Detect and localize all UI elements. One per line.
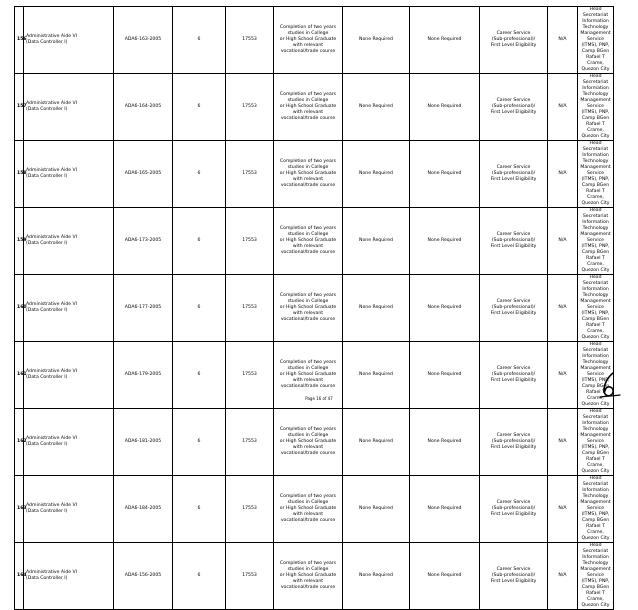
- education-line: or High School Graduate: [279, 372, 337, 377]
- position-title-cell: [24, 476, 114, 543]
- monthly-salary-cell: 17553: [226, 275, 274, 342]
- position-title-cell: [24, 7, 114, 74]
- position-title-line: (Data Controller I): [26, 40, 68, 45]
- place-of-assignment-line: Information Technology Management: [580, 287, 611, 304]
- salary-grade-cell: 6: [173, 342, 226, 409]
- place-of-assignment-line: Rafael T Crame, Quezon City: [581, 122, 610, 139]
- monthly-salary-cell: 17553: [226, 141, 274, 208]
- education-line: with relevant: [292, 43, 324, 48]
- row-number-cell: 157: [15, 74, 24, 141]
- place-of-assignment-line: Information Technology Management: [580, 488, 611, 505]
- position-title-line: (Data Controller I): [26, 241, 68, 246]
- education-line: Completion of two years: [279, 561, 337, 566]
- place-of-assignment-line: Head Secretariat: [582, 141, 609, 152]
- education-cell: [274, 476, 343, 543]
- place-of-assignment-line: Rafael T Crame, Quezon City: [581, 323, 610, 340]
- education-line: studies in College: [287, 366, 329, 371]
- eligibility-line: Career Service: [496, 433, 531, 438]
- place-of-assignment-line: Service (ITMS), PNP, Camp BGen: [581, 37, 610, 54]
- position-title-line: (Data Controller I): [26, 509, 68, 514]
- competency-cell: N/A: [548, 543, 578, 610]
- salary-grade-cell: 6: [173, 476, 226, 543]
- eligibility-line: First Level Eligibility: [490, 177, 537, 182]
- place-of-assignment-line: Head Secretariat: [582, 476, 609, 487]
- education-cell: [274, 208, 343, 275]
- position-title-line: Administrative Aide VI: [26, 101, 78, 106]
- competency-cell: N/A: [548, 275, 578, 342]
- experience-cell: None Required: [410, 543, 480, 610]
- eligibility-line: (Sub-professional)/: [491, 305, 536, 310]
- training-cell: None Required: [343, 208, 410, 275]
- education-line: or High School Graduate: [279, 171, 337, 176]
- eligibility-line: (Sub-professional)/: [491, 439, 536, 444]
- place-of-assignment-line: Head Secretariat: [582, 208, 609, 219]
- eligibility-line: (Sub-professional)/: [491, 37, 536, 42]
- education-line: studies in College: [287, 500, 329, 505]
- position-title-cell: [24, 543, 114, 610]
- place-of-assignment-cell: [578, 74, 614, 141]
- education-line: or High School Graduate: [279, 104, 337, 109]
- eligibility-line: Career Service: [496, 500, 531, 505]
- eligibility-line: First Level Eligibility: [490, 110, 537, 115]
- eligibility-line: (Sub-professional)/: [491, 573, 536, 578]
- education-cell: [274, 74, 343, 141]
- eligibility-cell: [480, 7, 548, 74]
- eligibility-cell: [480, 476, 548, 543]
- education-line: Completion of two years: [279, 427, 337, 432]
- position-title-line: Administrative Aide VI: [26, 302, 78, 307]
- education-line: studies in College: [287, 31, 329, 36]
- row-number-cell: 161: [15, 342, 24, 409]
- place-of-assignment-cell: [578, 275, 614, 342]
- eligibility-line: Career Service: [496, 567, 531, 572]
- position-title-cell: [24, 275, 114, 342]
- position-title-line: Administrative Aide VI: [26, 570, 78, 575]
- education-line: vocational/trade course: [280, 518, 336, 523]
- place-of-assignment-line: Information Technology Management: [580, 421, 611, 438]
- monthly-salary-cell: 17553: [226, 476, 274, 543]
- education-line: vocational/trade course: [280, 317, 336, 322]
- place-of-assignment-line: Head Secretariat: [582, 74, 609, 85]
- monthly-salary-cell: 17553: [226, 342, 274, 409]
- eligibility-line: First Level Eligibility: [490, 512, 537, 517]
- education-line: with relevant: [292, 244, 324, 249]
- experience-cell: None Required: [410, 476, 480, 543]
- education-line: Completion of two years: [279, 226, 337, 231]
- place-of-assignment-cell: [578, 141, 614, 208]
- eligibility-line: (Sub-professional)/: [491, 372, 536, 377]
- education-line: with relevant: [292, 110, 324, 115]
- eligibility-line: Career Service: [496, 31, 531, 36]
- training-cell: None Required: [343, 342, 410, 409]
- place-of-assignment-line: Service (ITMS), PNP, Camp BGen: [581, 305, 610, 322]
- education-cell: [274, 275, 343, 342]
- education-line: vocational/trade course: [280, 585, 336, 590]
- table-row: [15, 409, 614, 476]
- education-line: studies in College: [287, 165, 329, 170]
- salary-grade-cell: 6: [173, 141, 226, 208]
- table-row: [15, 543, 614, 610]
- salary-grade-cell: 6: [173, 409, 226, 476]
- training-cell: None Required: [343, 141, 410, 208]
- row-number-cell: 159: [15, 208, 24, 275]
- education-line: with relevant: [292, 378, 324, 383]
- position-title-line: Administrative Aide VI: [26, 235, 78, 240]
- salary-grade-cell: 6: [173, 275, 226, 342]
- monthly-salary-cell: 17553: [226, 208, 274, 275]
- eligibility-line: First Level Eligibility: [490, 378, 537, 383]
- place-of-assignment-line: Information Technology Management: [580, 19, 611, 36]
- eligibility-line: (Sub-professional)/: [491, 171, 536, 176]
- place-of-assignment-cell: [578, 476, 614, 543]
- item-number-cell: ADA6-164-2005: [114, 74, 173, 141]
- position-title-line: Administrative Aide VI: [26, 436, 78, 441]
- place-of-assignment-line: Service (ITMS), PNP, Camp BGen: [581, 439, 610, 456]
- table-row: [15, 275, 614, 342]
- place-of-assignment-line: Service (ITMS), PNP, Camp BGen: [581, 171, 610, 188]
- education-line: studies in College: [287, 433, 329, 438]
- education-line: or High School Graduate: [279, 439, 337, 444]
- education-line: vocational/trade course: [280, 451, 336, 456]
- position-title-line: Administrative Aide VI: [26, 34, 78, 39]
- item-number-cell: ADA6-177-2005: [114, 275, 173, 342]
- table-body: [15, 7, 614, 610]
- table-row: [15, 7, 614, 74]
- salary-grade-cell: 6: [173, 7, 226, 74]
- education-line: studies in College: [287, 567, 329, 572]
- item-number-cell: ADA6-179-2005: [114, 342, 173, 409]
- eligibility-line: (Sub-professional)/: [491, 104, 536, 109]
- education-cell: [274, 543, 343, 610]
- education-line: with relevant: [292, 512, 324, 517]
- position-title-cell: [24, 141, 114, 208]
- training-cell: None Required: [343, 74, 410, 141]
- table-row: [15, 476, 614, 543]
- training-cell: None Required: [343, 275, 410, 342]
- education-line: vocational/trade course: [280, 384, 336, 389]
- monthly-salary-cell: 17553: [226, 409, 274, 476]
- plantilla-table: [14, 6, 614, 610]
- experience-cell: None Required: [410, 275, 480, 342]
- eligibility-line: Career Service: [496, 299, 531, 304]
- eligibility-cell: [480, 74, 548, 141]
- experience-cell: None Required: [410, 342, 480, 409]
- experience-cell: None Required: [410, 409, 480, 476]
- eligibility-cell: [480, 141, 548, 208]
- position-title-line: (Data Controller I): [26, 442, 68, 447]
- education-line: with relevant: [292, 579, 324, 584]
- place-of-assignment-line: Rafael T Crame, Quezon City: [581, 524, 610, 541]
- eligibility-line: First Level Eligibility: [490, 445, 537, 450]
- place-of-assignment-line: Information Technology Management: [580, 153, 611, 170]
- eligibility-line: Career Service: [496, 232, 531, 237]
- place-of-assignment-line: Rafael T Crame, Quezon City: [581, 189, 610, 206]
- education-line: or High School Graduate: [279, 506, 337, 511]
- item-number-cell: ADA6-156-2005: [114, 543, 173, 610]
- position-title-line: (Data Controller I): [26, 107, 68, 112]
- place-of-assignment-line: Head Secretariat: [582, 342, 609, 353]
- row-number-cell: 160: [15, 275, 24, 342]
- table-row: [15, 208, 614, 275]
- competency-cell: N/A: [548, 141, 578, 208]
- place-of-assignment-line: Information Technology Management: [580, 354, 611, 371]
- eligibility-line: Career Service: [496, 366, 531, 371]
- eligibility-line: (Sub-professional)/: [491, 238, 536, 243]
- education-line: with relevant: [292, 177, 324, 182]
- eligibility-line: First Level Eligibility: [490, 244, 537, 249]
- education-line: studies in College: [287, 98, 329, 103]
- education-line: vocational/trade course: [280, 116, 336, 121]
- place-of-assignment-line: Head Secretariat: [582, 543, 609, 554]
- position-title-line: Administrative Aide VI: [26, 369, 78, 374]
- experience-cell: None Required: [410, 74, 480, 141]
- position-title-line: (Data Controller I): [26, 308, 68, 313]
- education-line: or High School Graduate: [279, 238, 337, 243]
- position-title-line: (Data Controller I): [26, 375, 68, 380]
- place-of-assignment-line: Head Secretariat: [582, 7, 609, 18]
- competency-cell: N/A: [548, 208, 578, 275]
- position-title-line: (Data Controller I): [26, 174, 68, 179]
- eligibility-cell: [480, 275, 548, 342]
- row-number-cell: 156: [15, 7, 24, 74]
- place-of-assignment-line: Rafael T Crame, Quezon City: [581, 457, 610, 474]
- row-number-cell: 162: [15, 409, 24, 476]
- eligibility-line: (Sub-professional)/: [491, 506, 536, 511]
- place-of-assignment-cell: [578, 409, 614, 476]
- place-of-assignment-line: Service (ITMS), PNP, Camp BGen: [581, 238, 610, 255]
- training-cell: None Required: [343, 409, 410, 476]
- place-of-assignment-line: Information Technology Management: [580, 555, 611, 572]
- education-line: Completion of two years: [279, 494, 337, 499]
- eligibility-line: Career Service: [496, 98, 531, 103]
- place-of-assignment-cell: [578, 7, 614, 74]
- table-row: [15, 141, 614, 208]
- eligibility-cell: [480, 409, 548, 476]
- row-number-cell: 158: [15, 141, 24, 208]
- competency-cell: N/A: [548, 7, 578, 74]
- position-title-cell: [24, 208, 114, 275]
- education-line: studies in College: [287, 299, 329, 304]
- monthly-salary-cell: 17553: [226, 543, 274, 610]
- position-title-line: Administrative Aide VI: [26, 168, 78, 173]
- education-line: studies in College: [287, 232, 329, 237]
- position-title-cell: [24, 74, 114, 141]
- eligibility-cell: [480, 208, 548, 275]
- education-line: or High School Graduate: [279, 573, 337, 578]
- competency-cell: N/A: [548, 476, 578, 543]
- competency-cell: N/A: [548, 409, 578, 476]
- place-of-assignment-line: Information Technology Management: [580, 220, 611, 237]
- experience-cell: None Required: [410, 7, 480, 74]
- handwritten-initial-icon: [599, 371, 621, 403]
- education-cell: [274, 7, 343, 74]
- salary-grade-cell: 6: [173, 208, 226, 275]
- place-of-assignment-line: Information Technology Management: [580, 86, 611, 103]
- education-line: Completion of two years: [279, 293, 337, 298]
- place-of-assignment-cell: [578, 543, 614, 610]
- item-number-cell: ADA6-181-2005: [114, 409, 173, 476]
- page-number: Page 16 of 47: [305, 396, 333, 401]
- salary-grade-cell: 6: [173, 74, 226, 141]
- education-line: Completion of two years: [279, 25, 337, 30]
- item-number-cell: ADA6-173-2005: [114, 208, 173, 275]
- position-title-cell: [24, 409, 114, 476]
- education-line: vocational/trade course: [280, 183, 336, 188]
- place-of-assignment-line: Service (ITMS), PNP, Camp BGen: [581, 506, 610, 523]
- competency-cell: N/A: [548, 342, 578, 409]
- competency-cell: N/A: [548, 74, 578, 141]
- place-of-assignment-line: Rafael T Crame, Quezon City: [581, 256, 610, 273]
- monthly-salary-cell: 17553: [226, 7, 274, 74]
- education-line: with relevant: [292, 311, 324, 316]
- item-number-cell: ADA6-184-2005: [114, 476, 173, 543]
- education-cell: [274, 409, 343, 476]
- place-of-assignment-cell: [578, 208, 614, 275]
- position-title-line: (Data Controller I): [26, 576, 68, 581]
- place-of-assignment-line: Rafael T Crame, Quezon City: [581, 390, 610, 407]
- education-line: Completion of two years: [279, 92, 337, 97]
- item-number-cell: ADA6-163-2005: [114, 7, 173, 74]
- education-line: Completion of two years: [279, 159, 337, 164]
- place-of-assignment-line: Head Secretariat: [582, 275, 609, 286]
- place-of-assignment-line: Service (ITMS), PNP, Camp BGen: [581, 372, 610, 389]
- item-number-cell: ADA6-165-2005: [114, 141, 173, 208]
- place-of-assignment-line: Service (ITMS), PNP, Camp BGen: [581, 573, 610, 590]
- training-cell: None Required: [343, 7, 410, 74]
- education-line: with relevant: [292, 445, 324, 450]
- experience-cell: None Required: [410, 141, 480, 208]
- education-cell: [274, 141, 343, 208]
- eligibility-line: First Level Eligibility: [490, 43, 537, 48]
- place-of-assignment-line: Head Secretariat: [582, 409, 609, 420]
- row-number-cell: 164: [15, 543, 24, 610]
- table-row: [15, 74, 614, 141]
- education-line: vocational/trade course: [280, 250, 336, 255]
- monthly-salary-cell: 17553: [226, 74, 274, 141]
- education-line: or High School Graduate: [279, 305, 337, 310]
- salary-grade-cell: 6: [173, 543, 226, 610]
- row-number-cell: 163: [15, 476, 24, 543]
- eligibility-line: First Level Eligibility: [490, 579, 537, 584]
- eligibility-line: Career Service: [496, 165, 531, 170]
- education-line: Completion of two years: [279, 360, 337, 365]
- education-line: or High School Graduate: [279, 37, 337, 42]
- position-title-line: Administrative Aide VI: [26, 503, 78, 508]
- training-cell: None Required: [343, 543, 410, 610]
- place-of-assignment-line: Service (ITMS), PNP, Camp BGen: [581, 104, 610, 121]
- experience-cell: None Required: [410, 208, 480, 275]
- training-cell: None Required: [343, 476, 410, 543]
- education-line: vocational/trade course: [280, 49, 336, 54]
- eligibility-cell: [480, 543, 548, 610]
- place-of-assignment-line: Rafael T Crame, Quezon City: [581, 55, 610, 72]
- eligibility-line: First Level Eligibility: [490, 311, 537, 316]
- place-of-assignment-line: Rafael T Crame, Quezon City: [581, 591, 610, 608]
